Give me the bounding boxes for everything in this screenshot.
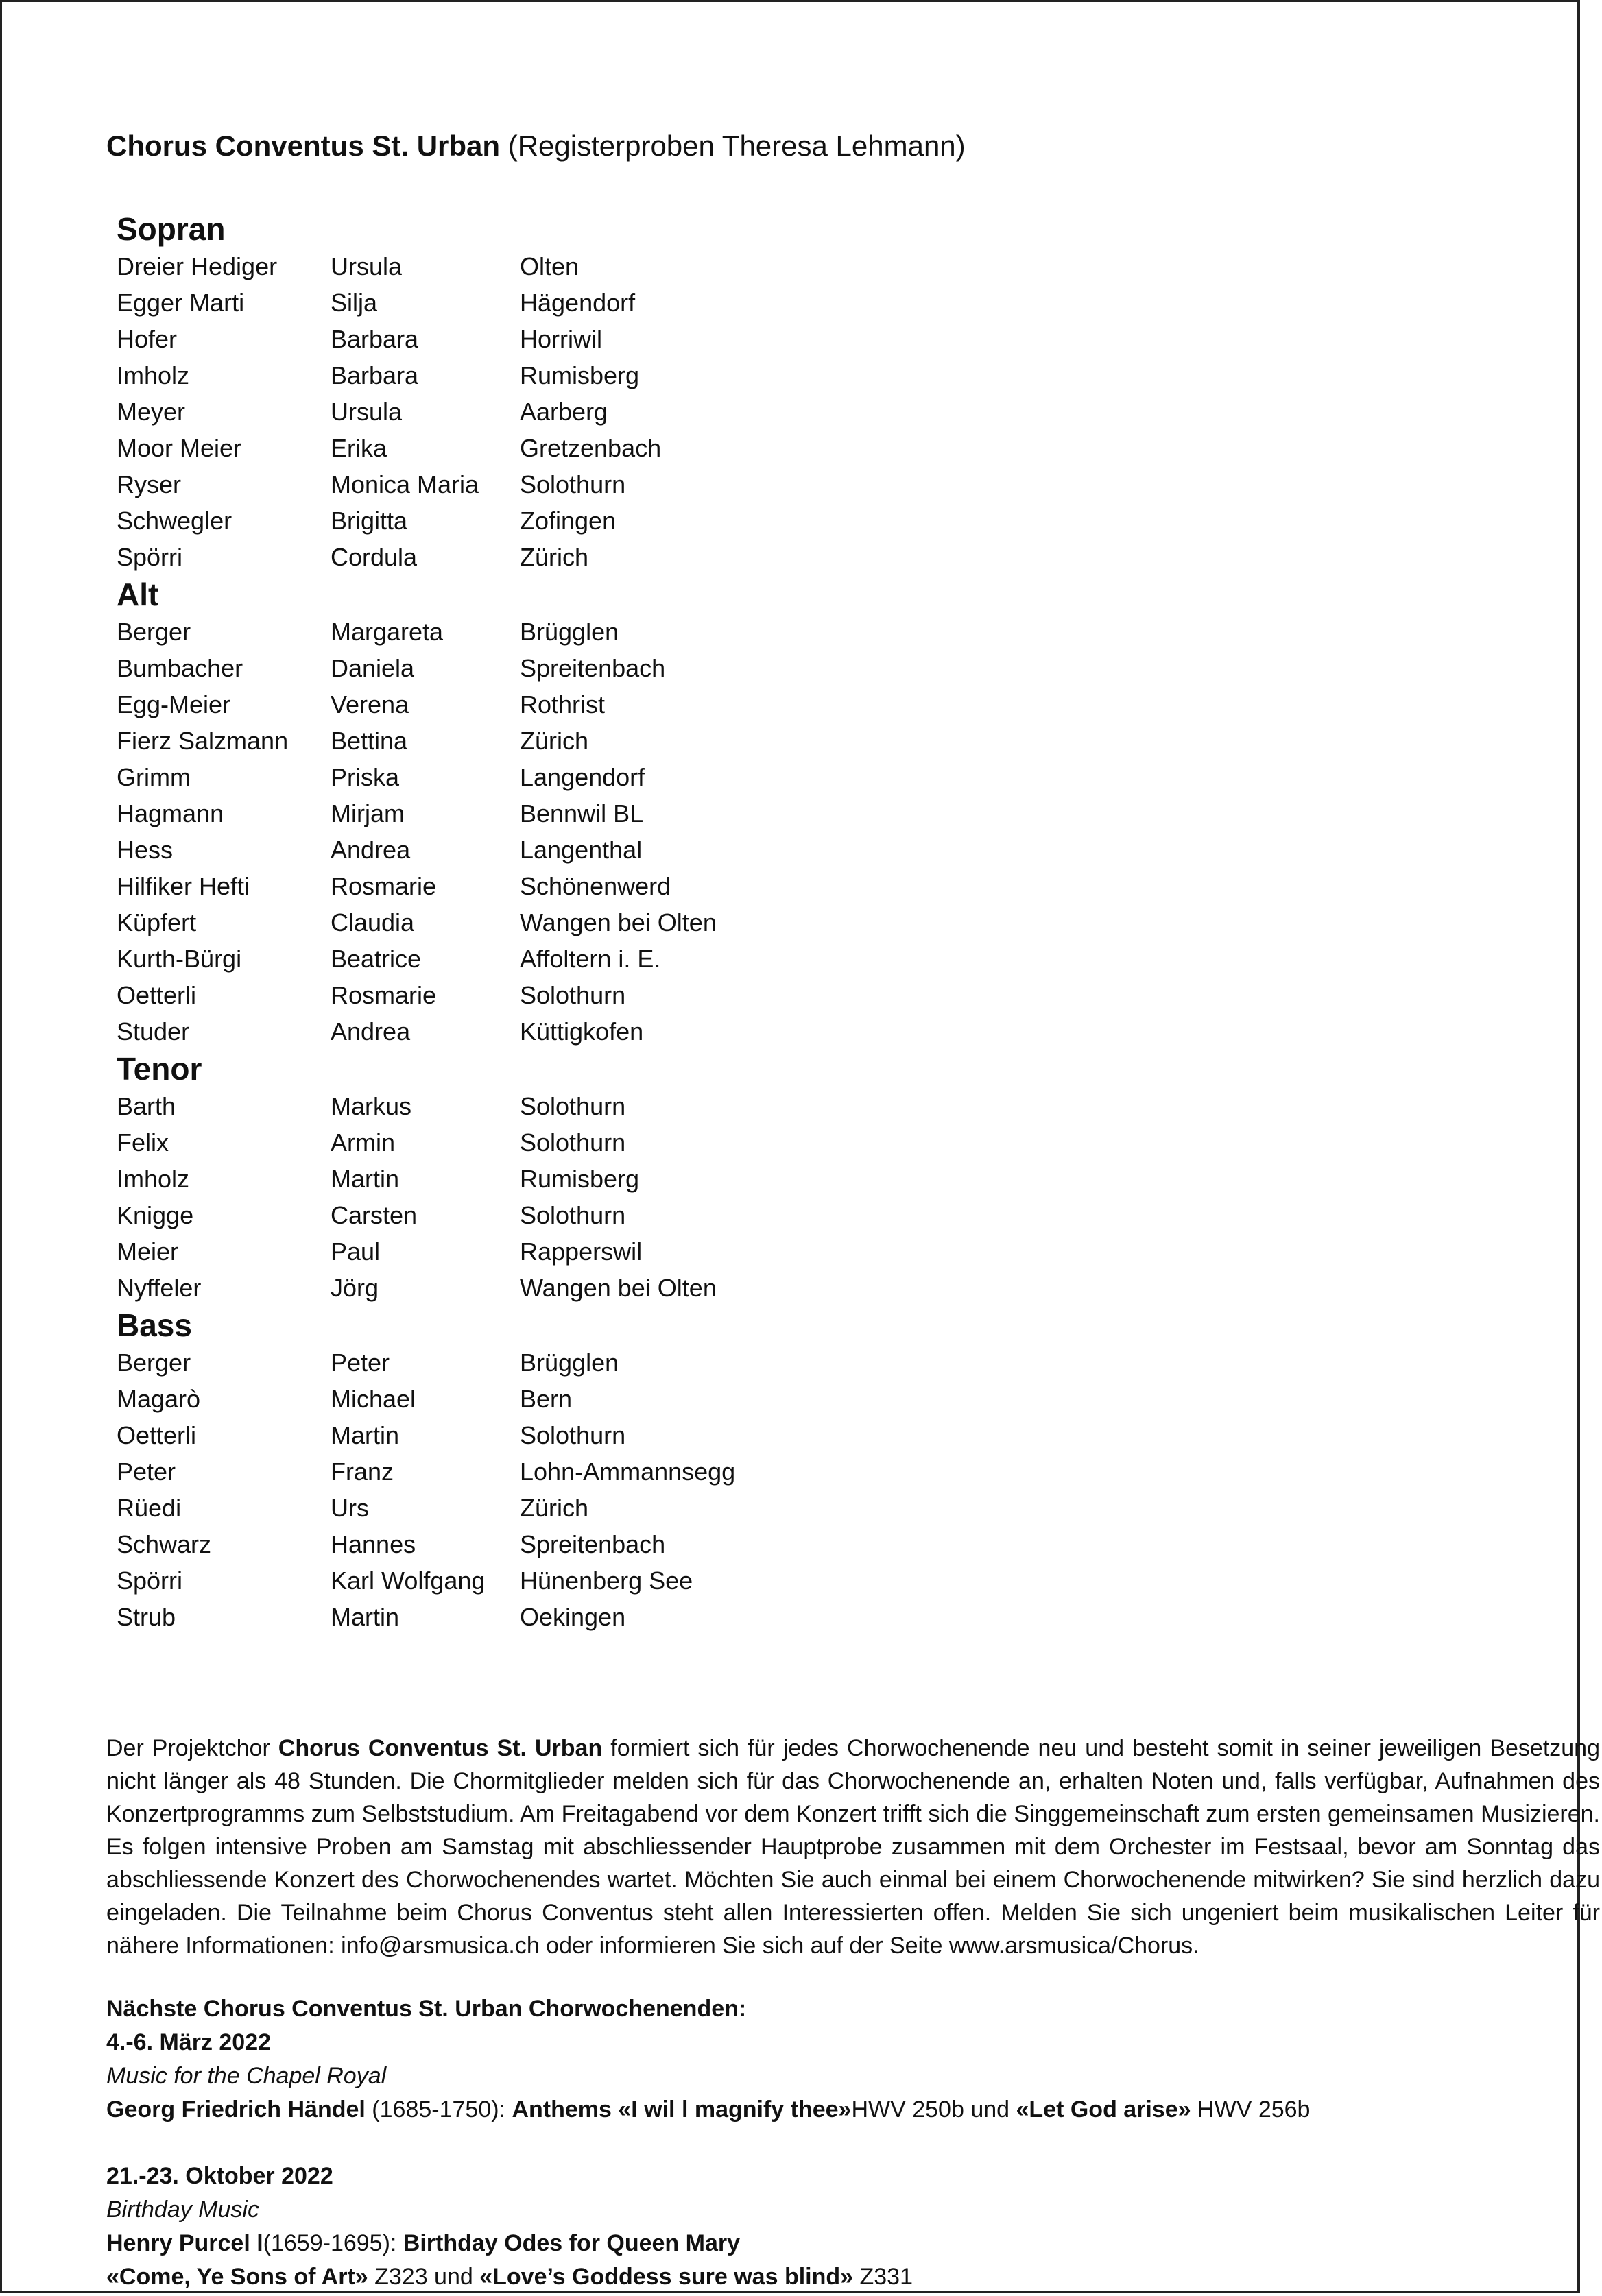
member-town: Olten <box>520 252 579 280</box>
member-town: Wangen bei Olten <box>520 908 717 936</box>
member-firstname: Silja <box>331 289 378 317</box>
member-firstname: Markus <box>331 1092 412 1120</box>
member-firstname: Urs <box>331 1494 369 1522</box>
member-firstname: Peter <box>331 1349 390 1377</box>
member-firstname: Karl Wolfgang <box>331 1567 486 1595</box>
member-surname: Küpfert <box>117 908 197 936</box>
member-town: Oekingen <box>520 1603 626 1631</box>
member-row <box>117 357 802 394</box>
member-firstname: Ursula <box>331 398 403 426</box>
event2-title: Birthday Music <box>106 2197 259 2223</box>
member-surname: Knigge <box>117 1201 194 1229</box>
member-row <box>117 1013 802 1050</box>
member-town: Horriwil <box>520 325 602 353</box>
member-town: Hünenberg See <box>520 1567 693 1595</box>
paragraph-choir-name: Chorus Conventus St. Urban <box>278 1735 603 1761</box>
events-heading: Nächste Chorus Conventus St. Urban Chorwochenenden: <box>106 1996 747 2022</box>
event2-pieces <box>106 2260 1546 2294</box>
member-firstname: Bettina <box>331 727 408 755</box>
member-firstname: Martin <box>331 1421 400 1449</box>
event-spacer <box>106 2127 1546 2160</box>
section-heading-bass: Bass <box>117 1307 192 1343</box>
member-firstname: Brigitta <box>331 507 408 535</box>
event1-hwv1: HWV 250b und <box>851 2096 1016 2123</box>
member-town: Rothrist <box>520 690 606 718</box>
member-town: Hägendorf <box>520 289 636 317</box>
member-firstname: Andrea <box>331 1017 411 1046</box>
member-town: Rapperswil <box>520 1237 643 1266</box>
member-town: Bennwil BL <box>520 799 644 827</box>
member-surname: Strub <box>117 1603 176 1631</box>
member-row <box>117 723 802 759</box>
member-firstname: Margareta <box>331 618 444 646</box>
member-firstname: Beatrice <box>331 945 422 973</box>
member-town: Spreitenbach <box>520 654 666 682</box>
member-row <box>117 795 802 832</box>
member-row <box>117 539 802 575</box>
member-row <box>117 904 802 941</box>
member-town: Zofingen <box>520 507 617 535</box>
member-town: Langenthal <box>520 836 643 864</box>
member-row <box>117 1599 802 1635</box>
member-firstname: Martin <box>331 1603 400 1631</box>
member-surname: Magarò <box>117 1385 201 1413</box>
member-town: Spreitenbach <box>520 1530 666 1558</box>
event2-date: 21.-23. Oktober 2022 <box>106 2163 333 2189</box>
member-surname: Egger Marti <box>117 289 245 317</box>
member-firstname: Andrea <box>331 836 411 864</box>
member-firstname: Mirjam <box>331 799 405 827</box>
member-row <box>117 1381 802 1417</box>
member-firstname: Carsten <box>331 1201 418 1229</box>
member-town: Solothurn <box>520 1421 626 1449</box>
event2-work: Birthday Odes for Queen Mary <box>403 2230 741 2256</box>
member-surname: Moor Meier <box>117 434 242 462</box>
member-row <box>117 686 802 723</box>
choir-name: Chorus Conventus St. Urban <box>106 130 501 162</box>
event1-work1: Anthems «I wil l magnify thee» <box>512 2096 852 2123</box>
member-row <box>117 321 802 357</box>
member-surname: Hilfiker Hefti <box>117 872 250 900</box>
member-town: Brügglen <box>520 1349 619 1377</box>
member-town: Solothurn <box>520 470 626 498</box>
choir-roster <box>117 210 802 1635</box>
member-surname: Imholz <box>117 1165 190 1193</box>
member-firstname: Rosmarie <box>331 981 437 1009</box>
member-town: Solothurn <box>520 981 626 1009</box>
event1-title: Music for the Chapel Royal <box>106 2063 387 2089</box>
member-row <box>117 1344 802 1381</box>
member-surname: Fierz Salzmann <box>117 727 289 755</box>
member-town: Solothurn <box>520 1201 626 1229</box>
member-firstname: Rosmarie <box>331 872 437 900</box>
member-firstname: Michael <box>331 1385 416 1413</box>
member-town: Zürich <box>520 1494 589 1522</box>
member-surname: Kurth-Bürgi <box>117 945 242 973</box>
section-heading-tenor: Tenor <box>117 1051 202 1087</box>
member-row <box>117 394 802 430</box>
member-town: Aarberg <box>520 398 608 426</box>
member-firstname: Paul <box>331 1237 381 1266</box>
paragraph-body: formiert sich für jedes Chorwochenende neu und besteht somit in seiner jeweiligen Besetzung nicht länger als 48 Stunden. Die Chormitglieder melden sich für das Chorwochenende an, erhalten Noten und, falls verfügbar, Aufnahmen des Konzertprogramms zum Selbststudium. Am Freitagabend vor dem Konzert trifft sich die Singgemeinschaft zum ersten gemeinsamen Musizieren. Es folgen intensive Proben am Samstag mit abschliessender Hauptprobe zusammen mit dem Orchester im Festsaal, bevor am Sonntag das abschliessende Konzert des Chorwochenendes wartet. Möchten Sie auch einmal bei einem Chorwochenende mitwirken? Sie sind herzlich dazu eingeladen. Die Teilnahme beim Chorus Conventus steht allen Interessierten offen. Melden Sie sich ungeniert beim musikalischen Leiter für nähere Informationen: info@arsmusica.ch oder informieren Sie sich auf der Seite www.arsmusica/Chorus. <box>106 1735 1600 1959</box>
member-row <box>117 248 802 285</box>
event1-program <box>106 2093 1546 2127</box>
event2-composer: Henry Purcel l <box>106 2230 263 2256</box>
member-firstname: Cordula <box>331 543 418 571</box>
member-surname: Meier <box>117 1237 179 1266</box>
member-row <box>117 430 802 466</box>
event1-composer: Georg Friedrich Händel <box>106 2096 366 2123</box>
member-row <box>117 1526 802 1562</box>
member-surname: Barth <box>117 1092 176 1120</box>
member-surname: Dreier Hediger <box>117 252 278 280</box>
member-town: Rumisberg <box>520 1165 640 1193</box>
member-firstname: Martin <box>331 1165 400 1193</box>
member-town: Küttigkofen <box>520 1017 644 1046</box>
member-town: Wangen bei Olten <box>520 1274 717 1302</box>
title-subtitle: (Registerproben Theresa Lehmann) <box>507 130 966 162</box>
member-row <box>117 1197 802 1233</box>
event2-z1: Z323 und <box>368 2264 480 2290</box>
event1-work2: «Let God arise» <box>1016 2096 1191 2123</box>
event2-piece2: «Love’s Goddess sure was blind» <box>479 2264 854 2290</box>
member-town: Zürich <box>520 543 589 571</box>
event2-piece1: «Come, Ye Sons of Art» <box>106 2264 368 2290</box>
member-town: Rumisberg <box>520 361 640 389</box>
event1-date: 4.-6. März 2022 <box>106 2029 272 2055</box>
member-surname: Berger <box>117 618 191 646</box>
member-surname: Hagmann <box>117 799 224 827</box>
member-surname: Grimm <box>117 763 191 791</box>
member-row <box>117 466 802 503</box>
member-surname: Rüedi <box>117 1494 182 1522</box>
member-row <box>117 1124 802 1161</box>
member-row <box>117 759 802 795</box>
member-firstname: Ursula <box>331 252 403 280</box>
member-surname: Oetterli <box>117 981 197 1009</box>
member-town: Solothurn <box>520 1092 626 1120</box>
member-row <box>117 1562 802 1599</box>
member-surname: Oetterli <box>117 1421 197 1449</box>
member-surname: Spörri <box>117 543 183 571</box>
member-row <box>117 1417 802 1453</box>
member-row <box>117 614 802 650</box>
member-town: Solothurn <box>520 1128 626 1157</box>
event2-z2: Z331 <box>853 2264 913 2290</box>
upcoming-events <box>106 1992 1546 2294</box>
member-surname: Egg-Meier <box>117 690 231 718</box>
member-firstname: Verena <box>331 690 409 718</box>
member-surname: Imholz <box>117 361 190 389</box>
member-surname: Schwegler <box>117 507 232 535</box>
member-row <box>117 832 802 868</box>
member-surname: Berger <box>117 1349 191 1377</box>
member-row <box>117 1088 802 1124</box>
member-surname: Studer <box>117 1017 190 1046</box>
member-town: Gretzenbach <box>520 434 662 462</box>
member-surname: Nyffeler <box>117 1274 202 1302</box>
member-firstname: Priska <box>331 763 400 791</box>
member-firstname: Monica Maria <box>331 470 479 498</box>
member-surname: Hofer <box>117 325 178 353</box>
member-surname: Schwarz <box>117 1530 212 1558</box>
member-surname: Felix <box>117 1128 169 1157</box>
member-firstname: Erika <box>331 434 387 462</box>
event2-years: (1659-1695): <box>263 2230 403 2256</box>
member-row <box>117 977 802 1013</box>
page-title <box>106 128 966 165</box>
event1-years: (1685-1750): <box>365 2096 512 2123</box>
member-town: Brügglen <box>520 618 619 646</box>
paragraph-intro: Der Projektchor <box>106 1735 278 1761</box>
member-surname: Meyer <box>117 398 186 426</box>
member-surname: Bumbacher <box>117 654 243 682</box>
member-firstname: Claudia <box>331 908 415 936</box>
member-row <box>117 1453 802 1490</box>
member-firstname: Barbara <box>331 325 419 353</box>
member-row <box>117 868 802 904</box>
member-row <box>117 1270 802 1306</box>
member-row <box>117 1161 802 1197</box>
member-row <box>117 941 802 977</box>
member-firstname: Armin <box>331 1128 396 1157</box>
member-town: Affoltern i. E. <box>520 945 661 973</box>
member-firstname: Franz <box>331 1458 394 1486</box>
member-row <box>117 503 802 539</box>
member-firstname: Daniela <box>331 654 415 682</box>
member-row <box>117 285 802 321</box>
member-town: Schönenwerd <box>520 872 671 900</box>
member-firstname: Barbara <box>331 361 419 389</box>
event1-hwv2: HWV 256b <box>1191 2096 1311 2123</box>
member-surname: Hess <box>117 836 174 864</box>
description-paragraph <box>106 1732 1600 1962</box>
member-row <box>117 1490 802 1526</box>
member-town: Zürich <box>520 727 589 755</box>
member-firstname: Hannes <box>331 1530 416 1558</box>
member-surname: Peter <box>117 1458 176 1486</box>
section-heading-alt: Alt <box>117 577 159 612</box>
member-row <box>117 1233 802 1270</box>
member-surname: Spörri <box>117 1567 183 1595</box>
member-town: Lohn-Ammannsegg <box>520 1458 736 1486</box>
member-surname: Ryser <box>117 470 182 498</box>
member-firstname: Jörg <box>331 1274 379 1302</box>
member-town: Bern <box>520 1385 573 1413</box>
section-heading-sopran: Sopran <box>117 211 226 247</box>
event2-program <box>106 2227 1546 2260</box>
member-row <box>117 650 802 686</box>
member-town: Langendorf <box>520 763 645 791</box>
